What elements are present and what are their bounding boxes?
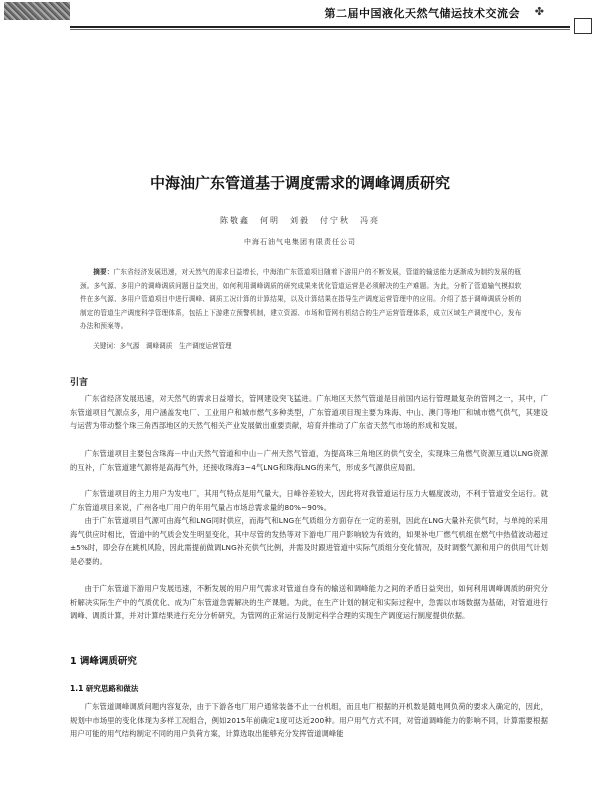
abstract-text: 广东省经济发展迅速，对天然气的需求日益增长，中海油广东管道项目随着下游用户的不断发展，管道的输送能力逐渐成为制约发展的瓶颈。多气源、多用户的调峰调质问题日益突出，如何利用调峰调质的研究成果来优化管道运营是必须解决的生产难题。为此，分析了管道输气模拟软件在多气源、多用户管道项目中进行调峰、调质工况计算的计算结果，以及计算结果在指导生产调度运营管理中的应用。介绍了基于调峰调质分析的制定的管道生产调度科学管理体系，包括上下游建立预警机制，建立资源、市场和管网有机结合的生产运营管理体系，成立区域生产调度中心，发布办法和预案等。 [80,268,522,330]
intro-heading: 引言 [70,378,89,388]
journal-title: 第二届中国液化天然气储运技术交流会 [324,7,520,20]
intro-paragraph-5: 由于广东管道下游用户发展迅速，不断发展的用户用气需求对管道自身有的输送和调峰能力之间的矛盾日益突出，如何利用调峰调质的研究分析解决实际生产中的气质优化、成为广东管道急需解决的生产课题。为此，在生产计划的制定和实际过程中，急需以市场数据为基础，对管道进行调峰、调质计算，并对计算结果进行充分分析研究，为管网的正常运行及制定科学合理的实现生产调度运行制度提供依据。 [70,584,548,621]
header-rule [70,26,570,28]
intro-paragraph-1: 广东省经济发展迅速，对天然气的需求日益增长，管网建设突飞猛进。广东地区天然气管道是目前国内运行管理最复杂的管网之一，其中，广东管道项目气源点多，用户涵盖发电厂、工业用户和城市燃气多种类型，广东管道项目现主要为珠海、中山、澳门等地厂和城市燃气供气，其建设与运营为带动整个珠三角西部地区的天然气相关产业发展做出重要贡献，培育并推动了广东省天然气市场的形成和发展。 [70,394,548,431]
intro-paragraph-3: 广东管道项目的主力用户为发电厂，其用气特点是用气量大，日峰谷差较大，因此将对我管道运行压力大幅度波动，不利于管道安全运行。就广东管道项目来说，广州各电厂用户的年用气量占市场总需求量的80%~90%。 [70,489,548,512]
section-1-heading: 1 调峰调质研究 [70,656,137,667]
paper-affiliation: 中海石油气电集团有限责任公司 [244,238,356,246]
section-1-paragraph-1: 广东管道调峰调质问题内容复杂，由于下游各电厂用户通常装备不止一台机组，而且电厂根据的开机数是随电网负荷的要求入确定的，因此，规划中市场里的变化体现为多样工况组合，例如2015年前确定1度可达近200种。用户用气方式不同，对管道调峰能力的影响不同，计算需要根据用户可能的用气结构制定不同的用户负荷方案，计算选取出能够充分发挥管道调峰能 [70,702,548,739]
abstract [80,266,525,334]
intro-paragraph-2: 广东管道项目主要包含珠海－中山天然气管道和中山－广州天然气管道，为提高珠三角地区的供气安全，实现珠三角燃气资源互通以LNG资源的互补，广东管道建气源将是高海气外，还接收珠海3~4气LNG和珠海LNG的来气，形成多气源供应局面。 [70,449,548,472]
paper-title: 中海油广东管道基于调度需求的调峰调质研究 [149,174,450,192]
header-ornament-icon: ✤ [534,5,544,18]
keywords [80,340,525,352]
abstract-label: 摘要： [93,268,114,276]
header-rule-thin [70,29,570,30]
intro-paragraph-4: 由于广东管道项目气源可由海气和LNG同时供应，而海气和LNG在气质组分方面存在一定的差别，因此在LNG大量补充供气时，与单纯的采用海气供应时相比，管道中的气质会发生明显变化，其中尽管的发热等对下游电厂用户影响较为有效的，如果补电厂燃气机组在燃气中热值波动超过±5%时，即会存在跳机风险，因此需提前做调LNG补充供气比例，并需及时跟进管道中实际气质组分变化情况，及时调整气源和用户的供用气计划是必要的。 [70,516,548,566]
keywords-label: 关键词： [93,342,120,350]
header-logo-image [4,2,70,20]
paper-authors: 陈敬鑫 何明 刘毅 付宁秋 冯亮 [220,216,380,225]
keywords-text: 多气源 调峰调质 生产调度运营管理 [119,342,232,350]
page-number-box [574,18,592,34]
subsection-1-1-heading: 1.1 研究思路和做法 [70,684,139,693]
running-header [0,0,600,24]
